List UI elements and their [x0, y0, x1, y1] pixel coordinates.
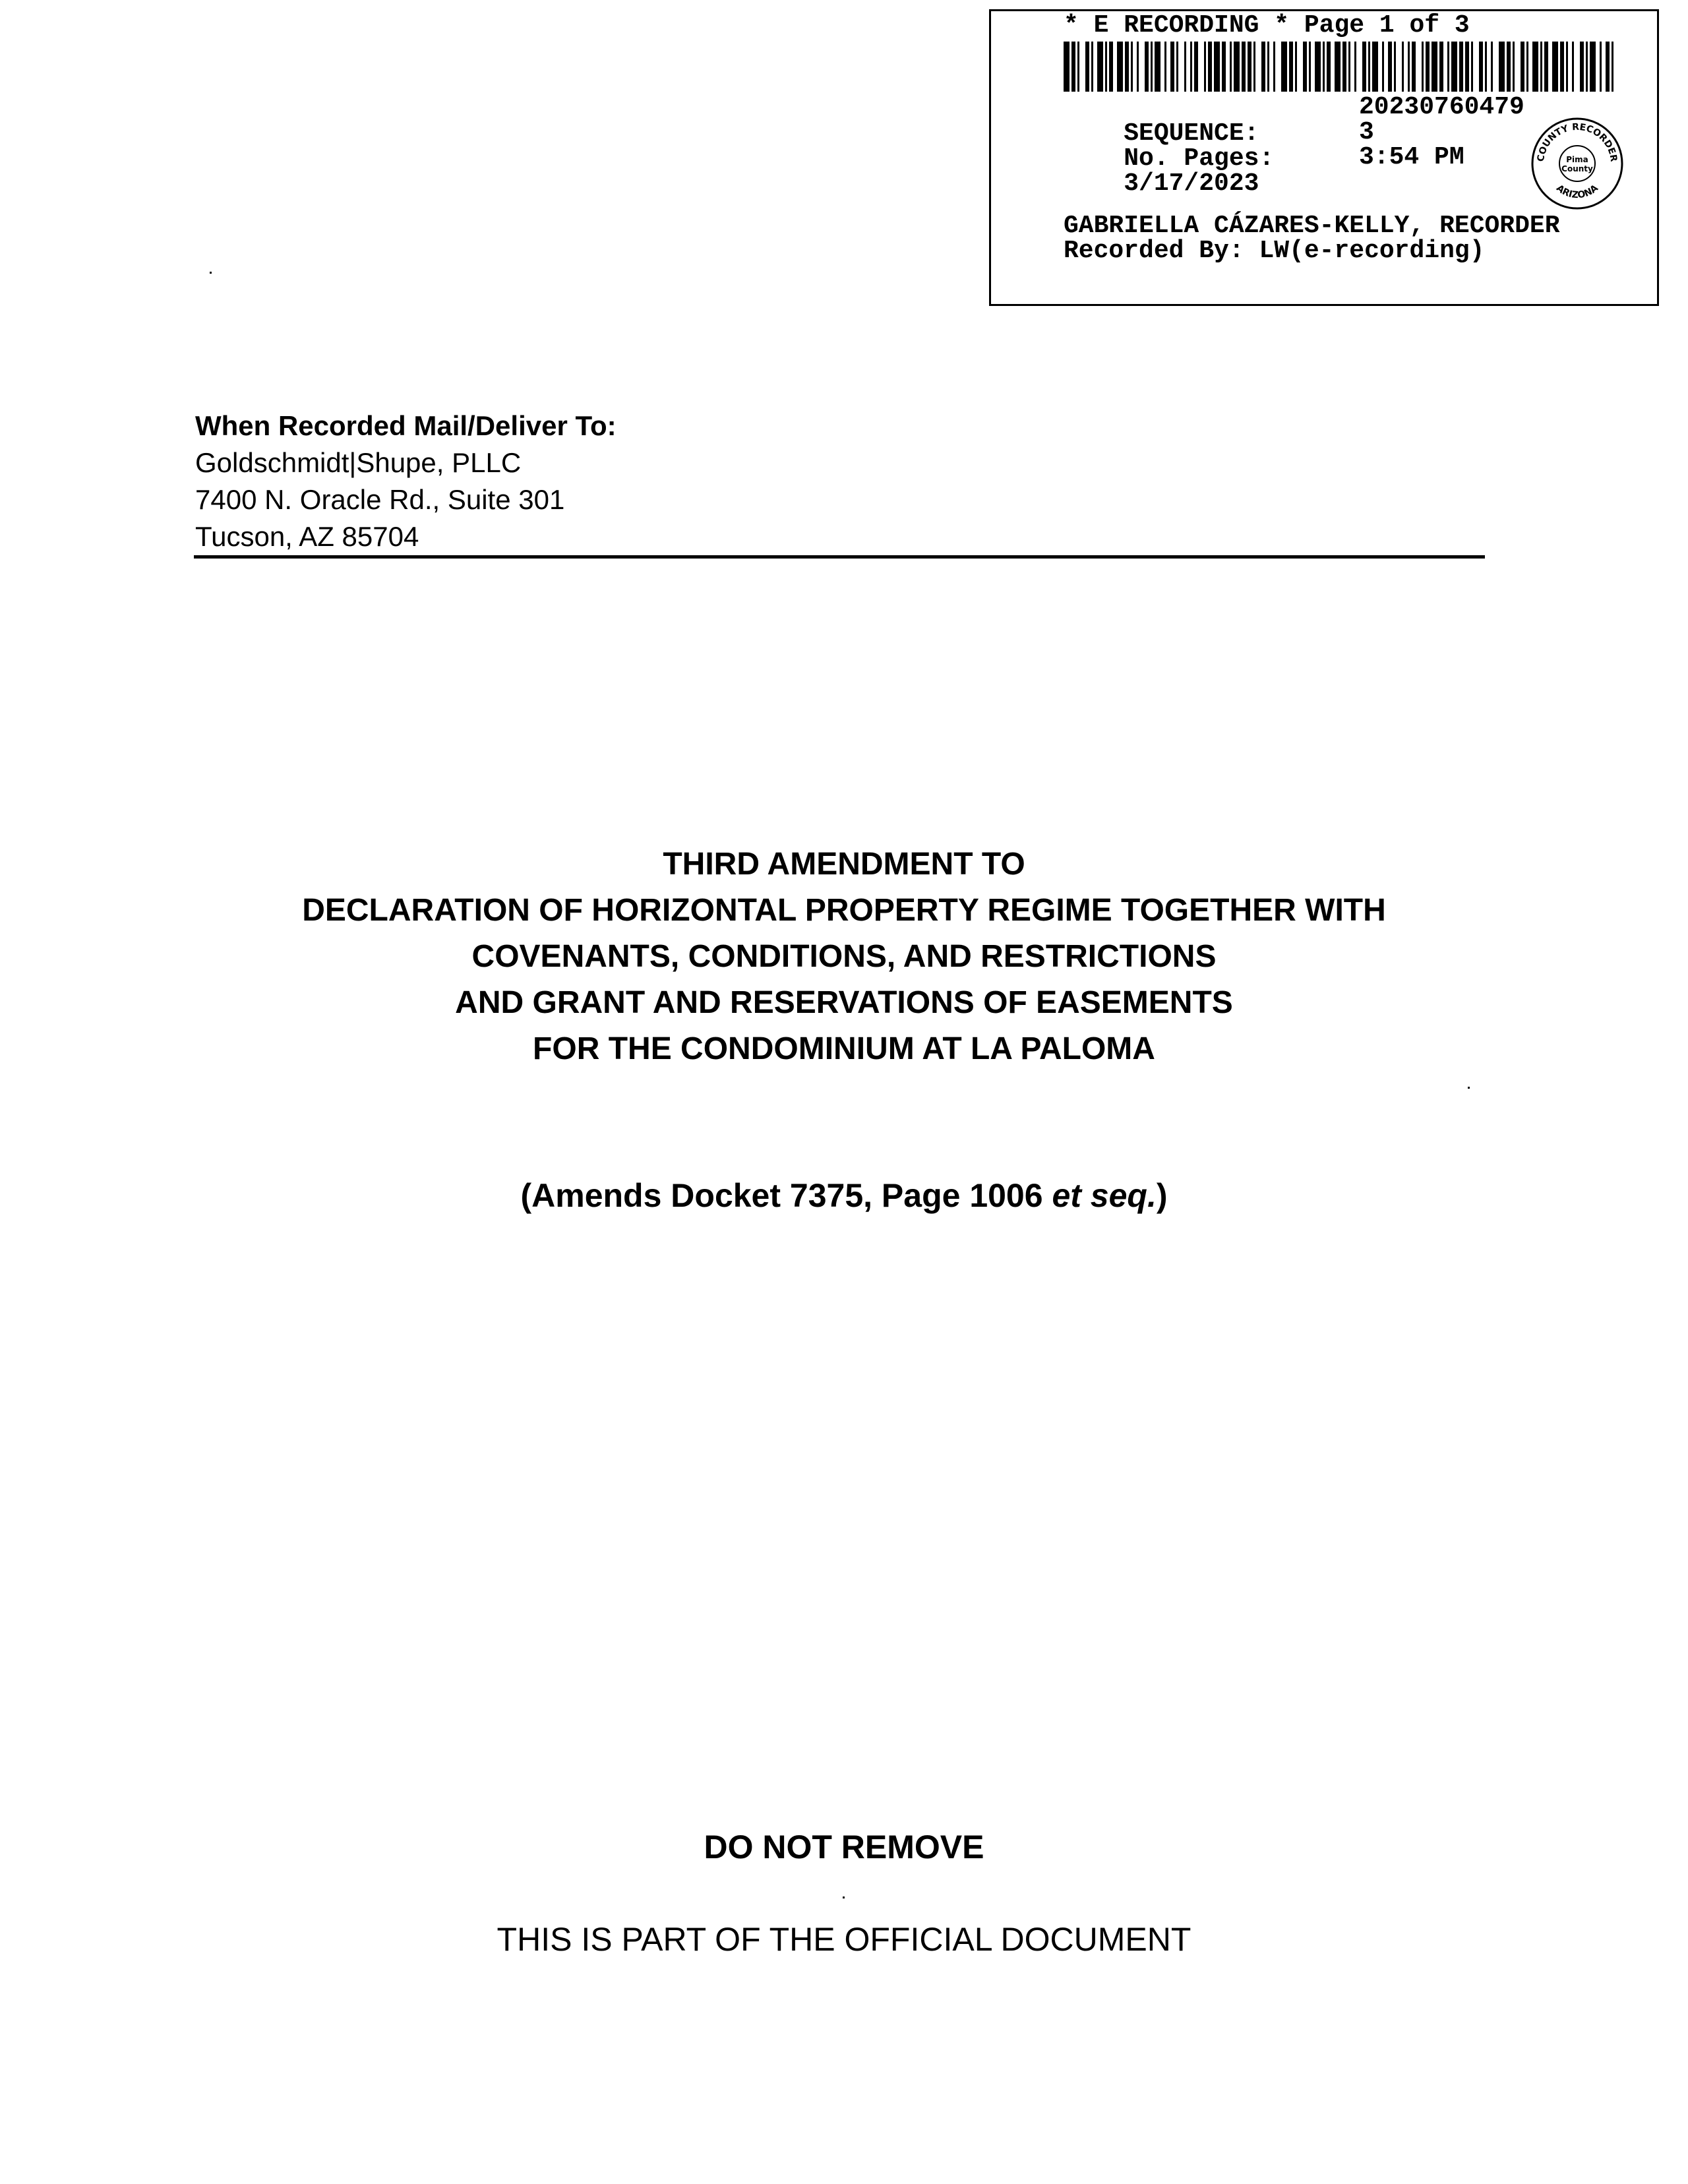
record-date: 3/17/2023	[1124, 169, 1259, 198]
mail-to-line2: 7400 N. Oracle Rd., Suite 301	[195, 484, 565, 515]
sequence-value: 20230760479	[1359, 93, 1524, 121]
scan-speck	[1468, 1087, 1470, 1089]
header-divider	[194, 555, 1485, 559]
mail-to-line3: Tucson, AZ 85704	[195, 521, 419, 552]
recording-stamp	[989, 9, 1659, 306]
barcode	[1064, 42, 1617, 92]
mail-to-heading: When Recorded Mail/Deliver To:	[195, 410, 617, 441]
amends-suffix: )	[1156, 1177, 1168, 1214]
mail-to-block	[195, 408, 617, 555]
recorder-name: GABRIELLA CÁZARES-KELLY, RECORDER	[1064, 212, 1560, 240]
scan-speck	[210, 272, 212, 274]
title-line5: FOR THE CONDOMINIUM AT LA PALOMA	[533, 1031, 1155, 1066]
title-line2: DECLARATION OF HORIZONTAL PROPERTY REGIME TOGETHER WITH	[302, 893, 1386, 928]
title-line4: AND GRANT AND RESERVATIONS OF EASEMENTS	[455, 985, 1233, 1020]
document-title	[0, 841, 1688, 1072]
county-recorder-seal-icon	[1530, 117, 1624, 210]
scan-speck	[843, 1896, 845, 1898]
seal-center-line1: Pima	[1566, 155, 1588, 164]
pages-label: No. Pages:	[1124, 144, 1275, 173]
amends-prefix: (Amends Docket 7375, Page 1006	[520, 1177, 1052, 1214]
svg-text:ARIZONA	[1554, 183, 1600, 200]
title-line3: COVENANTS, CONDITIONS, AND RESTRICTIONS	[471, 939, 1217, 974]
pages-value: 3	[1359, 118, 1374, 146]
mail-to-line1: Goldschmidt|Shupe, PLLC	[195, 447, 522, 478]
sequence-label: SEQUENCE:	[1124, 119, 1259, 148]
official-document-notice: THIS IS PART OF THE OFFICIAL DOCUMENT	[497, 1921, 1191, 1958]
record-time: 3:54 PM	[1359, 143, 1464, 171]
seal-top-text: COUNTY RECORDER	[1535, 121, 1619, 163]
title-line1: THIRD AMENDMENT TO	[663, 847, 1025, 882]
do-not-remove: DO NOT REMOVE	[704, 1829, 984, 1866]
seal-bottom-text: ARIZONA	[1554, 183, 1600, 201]
stamp-header: * E RECORDING * Page 1 of 3	[1064, 11, 1470, 40]
seal-center-line2: County	[1561, 164, 1593, 173]
recorded-by: Recorded By: LW(e-recording)	[1064, 237, 1485, 265]
amends-italic: et seq.	[1052, 1177, 1157, 1214]
amends-reference	[0, 1172, 1688, 1219]
